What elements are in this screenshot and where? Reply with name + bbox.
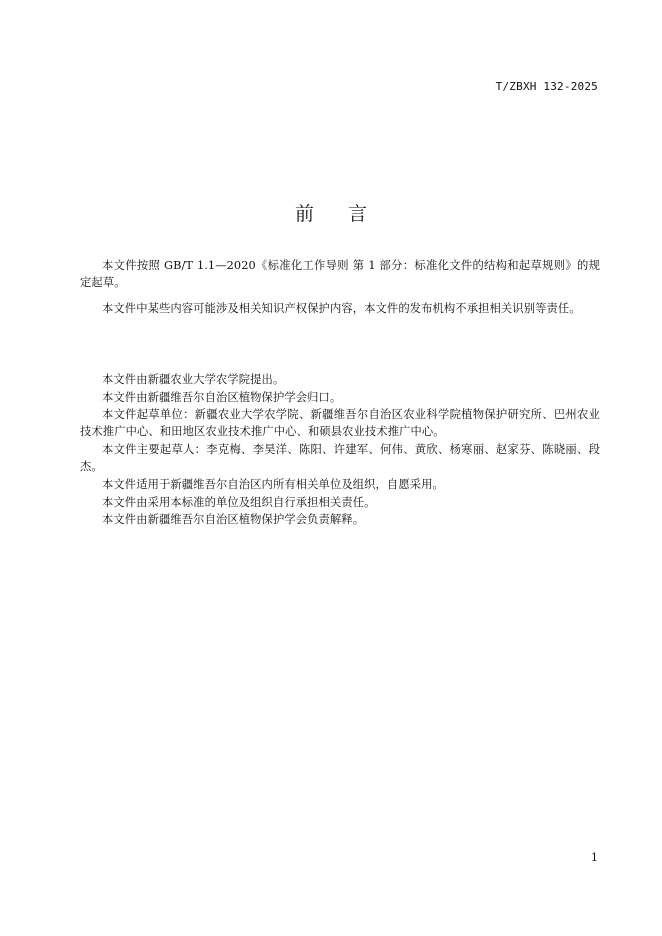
- paragraph-scope: 本文件适用于新疆维吾尔自治区内所有相关单位及组织，自愿采用。: [102, 478, 444, 491]
- paragraph-patent-notice: 本文件中某些内容可能涉及相关知识产权保护内容，本文件的发布机构不承担相关识别等责任。: [102, 302, 581, 315]
- paragraph-drafting-rule: 本文件按照 GB/T 1.1—2020《标准化工作导则 第 1 部分：标准化文件的结构和起草规则》的规定起草。: [80, 259, 600, 289]
- title-char-1: 前: [294, 203, 314, 225]
- paragraph-drafting-units: 本文件起草单位：新疆农业大学农学院、新疆维吾尔自治区农业科学院植物保护研究所、巴州农业技术推广中心、和田地区农业技术推广中心、和硕县农业技术推广中心。: [80, 408, 600, 438]
- page-number: 1: [591, 851, 598, 864]
- document-code: T/ZBXH 132-2025: [495, 80, 598, 93]
- paragraph-responsibility: 本文件由采用本标准的单位及组织自行承担相关责任。: [102, 496, 376, 509]
- paragraph-centralized-by: 本文件由新疆维吾尔自治区植物保护学会归口。: [102, 391, 342, 404]
- title-char-2: 言: [348, 203, 368, 225]
- paragraph-drafters: 本文件主要起草人：李克梅、李昊洋、陈阳、许建军、何伟、黄欣、杨寒丽、赵家芬、陈晓丽、段杰。: [80, 443, 600, 473]
- paragraph-proposer: 本文件由新疆农业大学农学院提出。: [102, 373, 285, 386]
- paragraph-interpretation: 本文件由新疆维吾尔自治区植物保护学会负责解释。: [102, 513, 365, 526]
- page-title: [0, 199, 662, 226]
